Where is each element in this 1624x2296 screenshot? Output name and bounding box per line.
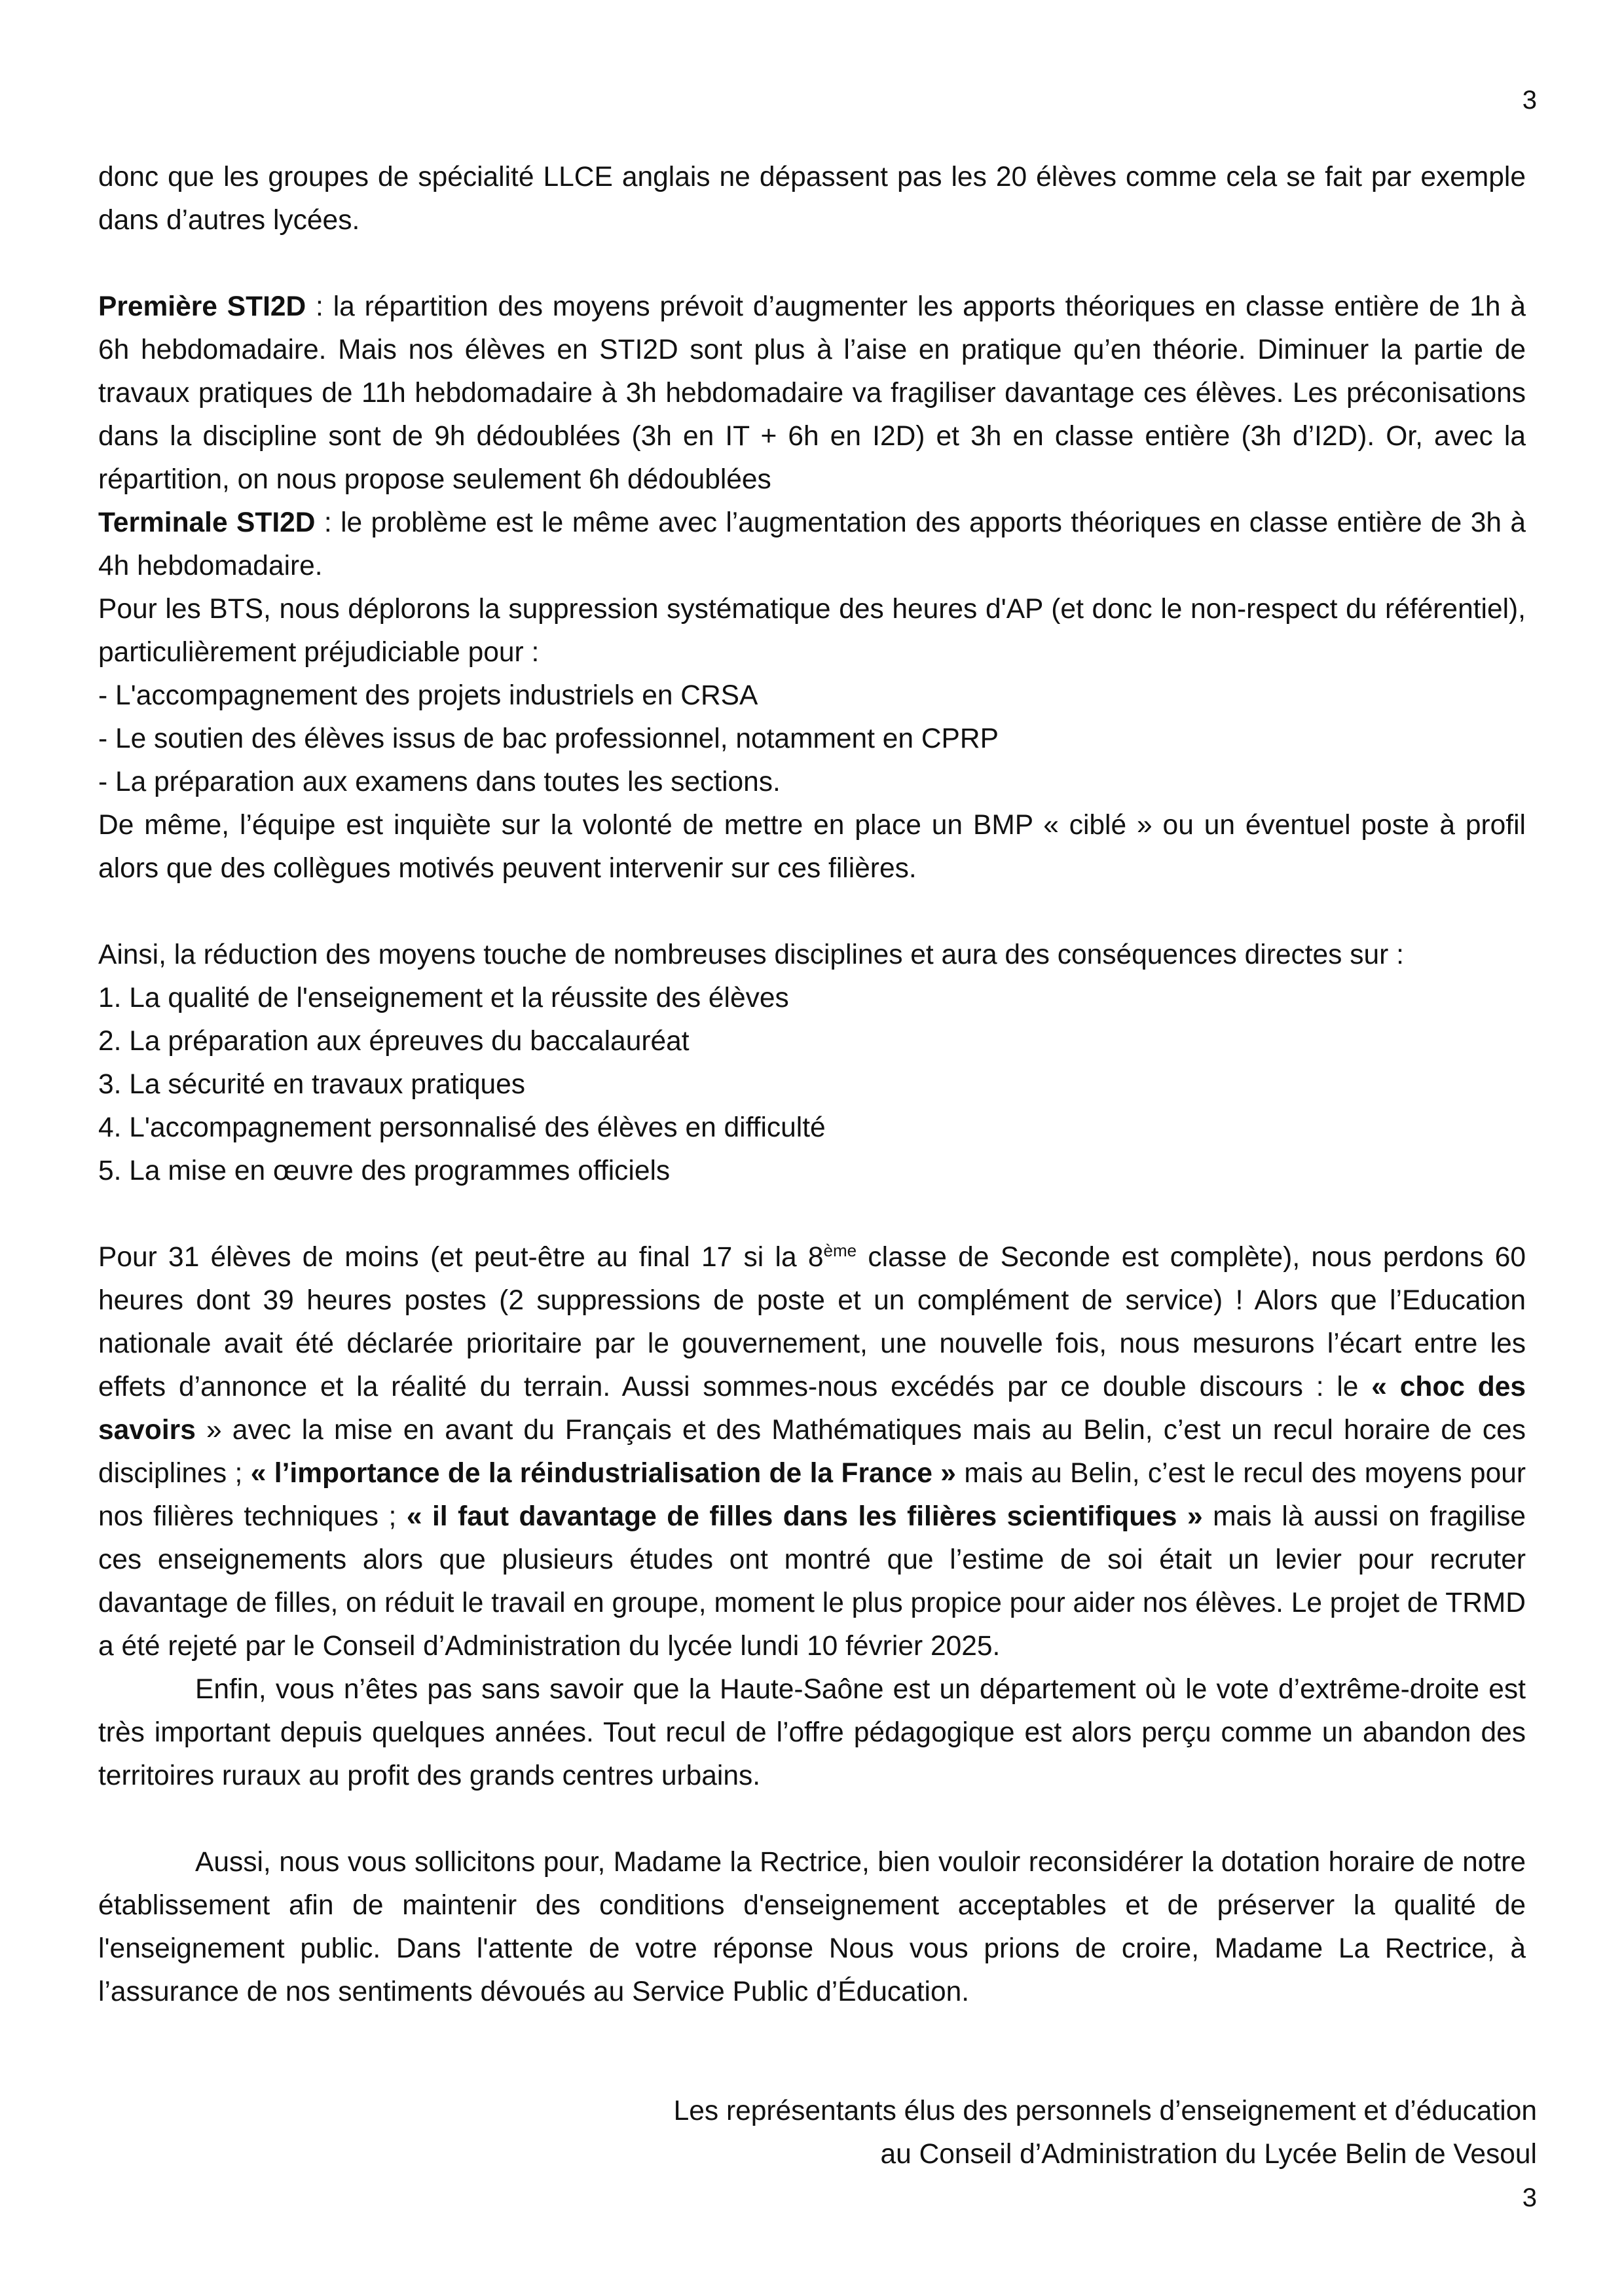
consequence-item: 5. La mise en œuvre des programmes officiels [98,1156,671,1186]
consequences-intro: Ainsi, la réduction des moyens touche de nombreuses disciplines et aura des conséquences directes sur : [98,939,1404,970]
main-argument-paragraph [98,1236,1526,1668]
terminale-sti2d-paragraph [98,501,1526,588]
bts-concern-paragraph: De même, l’équipe est inquiète sur la volonté de mettre en place un BMP « ciblé » ou un éventuel poste à profil alors que des collègues motivés peuvent intervenir sur ces filières. [98,810,1526,884]
quote-filles-filieres-scientifiques: « il faut davantage de filles dans les filières scientifiques » [406,1501,1203,1532]
quote-choc-des-savoirs: « choc des savoirs [98,1372,1526,1446]
enfin-paragraph: Enfin, vous n’êtes pas sans savoir que la Haute-Saône est un département où le vote d’extrême-droite est très important depuis quelques années. Tout recul de l’offre pédagogique est alors perçu comme un abandon des territoires ruraux au profit des grands centres urbains. [98,1674,1526,1791]
closing-paragraph: Aussi, nous vous sollicitons pour, Madame la Rectrice, bien vouloir reconsidérer la dotation horaire de notre établissement afin de maintenir des conditions d'enseignement acceptables et de préserver la qualité de l'enseignement public. Dans l'attente de votre réponse Nous vous prions de croire, Madame La Rectrice, à l’assurance de nos sentiments dévoués au Service Public d’Éducation. [98,1847,1526,2007]
premiere-sti2d-label: Première STI2D [98,291,306,322]
intro-paragraph: donc que les groupes de spécialité LLCE anglais ne dépassent pas les 20 élèves comme cela se fait par exemple dans d’autres lycées. [98,162,1526,236]
signature-line: Les représentants élus des personnels d’enseignement et d’éducation [673,2096,1537,2126]
paragraph-spacer [98,890,1526,934]
consequence-item: 3. La sécurité en travaux pratiques [98,1069,526,1100]
consequence-item: 1. La qualité de l'enseignement et la réussite des élèves [98,983,789,1013]
letter-body [98,156,1526,2014]
terminale-sti2d-label: Terminale STI2D [98,507,316,538]
consequence-item: 4. L'accompagnement personnalisé des élèves en difficulté [98,1112,826,1143]
page-number-bottom: 3 [1522,2183,1537,2212]
signature-line: au Conseil d’Administration du Lycée Belin de Vesoul [880,2139,1537,2170]
quote-reindustrialisation: « l’importance de la réindustrialisation de la France » [250,1458,956,1489]
main-text-part: » avec la mise en avant du Français et des Mathématiques mais au Belin, c’est un recul horaire de ces disciplines ; [98,1415,1526,1489]
premiere-sti2d-paragraph [98,285,1526,501]
paragraph-spacer [98,1798,1526,1841]
bts-list-item: - La préparation aux examens dans toutes les sections. [98,767,781,797]
consequence-item: 2. La préparation aux épreuves du baccalauréat [98,1026,690,1057]
bts-list-item: - L'accompagnement des projets industriels en CRSA [98,680,758,711]
ordinal-superscript: ème [823,1240,857,1260]
paragraph-spacer [98,1193,1526,1236]
main-text-part: Pour 31 élèves de moins (et peut-être au final 17 si la 8 [98,1242,824,1273]
page-number-top: 3 [1522,86,1537,115]
signature-block [674,2090,1537,2176]
paragraph-spacer [98,242,1526,285]
main-text-part: mais au Belin, c’est le recul des moyens pour nos filières techniques ; [98,1458,1526,1532]
main-text-part: mais là aussi on fragilise ces enseignements alors que plusieurs études ont montré que l’estime de soi était un levier pour recruter davantage de filles, on réduit le travail en groupe, moment le plus propice pour aider nos élèves. Le projet de TRMD a été rejeté par le Conseil d’Administration du lycée lundi 10 février 2025. [98,1501,1526,1662]
terminale-sti2d-text: : le problème est le même avec l’augmentation des apports théoriques en classe entière de 3h à 4h hebdomadaire. [98,507,1526,581]
main-text-part: classe de Seconde est complète), nous perdons 60 heures dont 39 heures postes (2 suppressions de poste et un complément de service) ! Alors que l’Education nationale avait été déclarée prioritaire par le gouvernement, une nouvelle fois, nous mesurons l’écart entre les effets d’annonce et la réalité du terrain. Aussi sommes-nous excédés par ce double discours : le [98,1242,1526,1402]
bts-list-item: - Le soutien des élèves issus de bac professionnel, notamment en CPRP [98,723,999,754]
bts-intro: Pour les BTS, nous déplorons la suppression systématique des heures d'AP (et donc le non-respect du référentiel), particulièrement préjudiciable pour : [98,594,1526,668]
premiere-sti2d-text: : la répartition des moyens prévoit d’augmenter les apports théoriques en classe entière de 1h à 6h hebdomadaire. Mais nos élèves en STI2D sont plus à l’aise en pratique qu’en théorie. Diminuer la partie de travaux pratiques de 11h hebdomadaire à 3h hebdomadaire va fragiliser davantage ces élèves. Les préconisations dans la discipline sont de 9h dédoublées (3h en IT + 6h en I2D) et 3h en classe entière (3h d’I2D). Or, avec la répartition, on nous propose seulement 6h dédoublées [98,291,1526,495]
